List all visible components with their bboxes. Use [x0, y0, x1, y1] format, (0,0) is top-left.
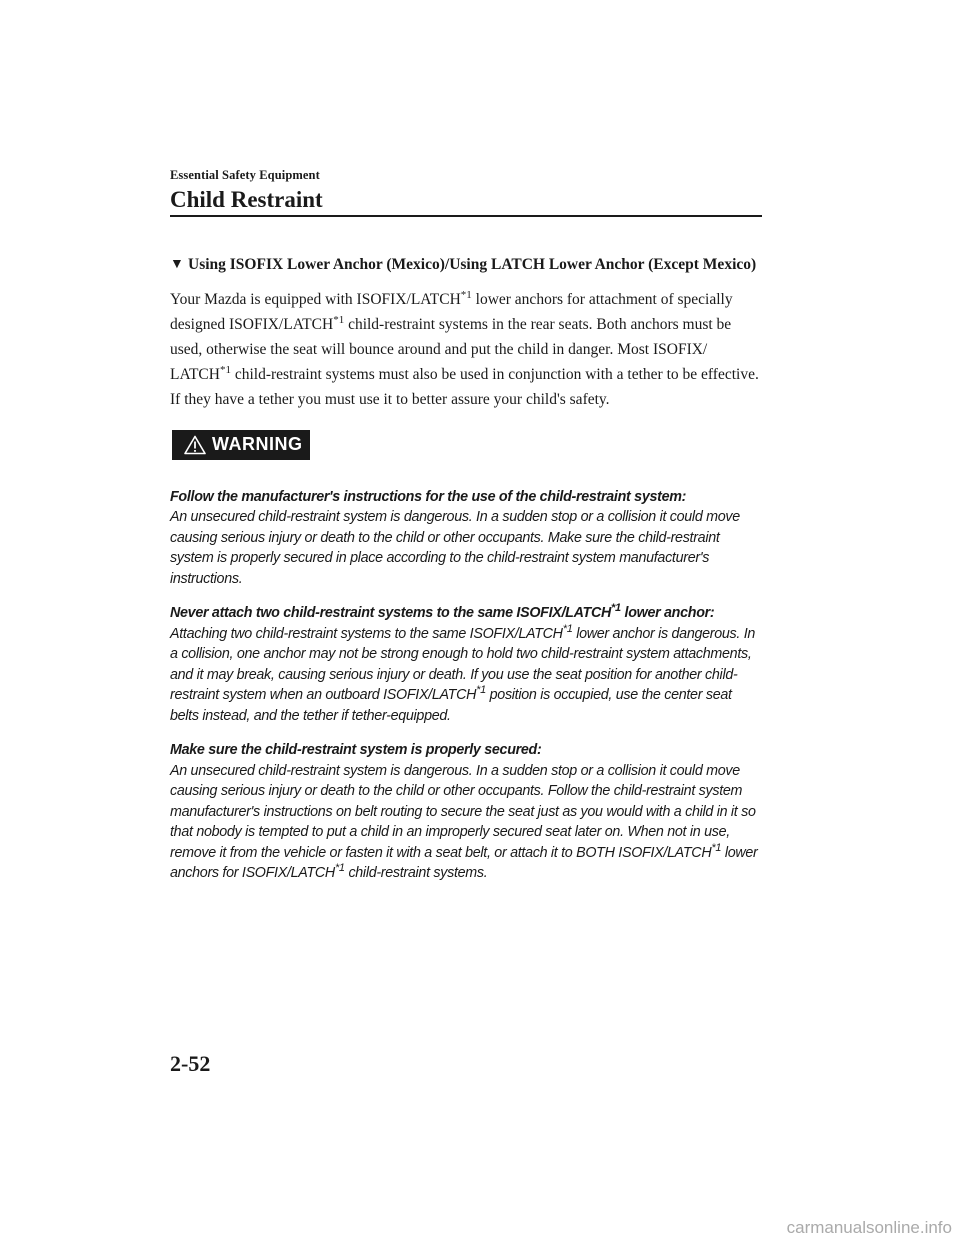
- footnote-ref: *1: [611, 602, 621, 615]
- warning-body-text: lower anchor is dangerous. In a collision, one anchor may not be strong enough to hold two child-restraint system attachments, and it may break, causing serious injury or death. If you use the seat position for another child-restraint system when an outboard ISOFIX/LATCH: [170, 625, 756, 704]
- footnote-ref: *1: [334, 862, 345, 875]
- warning-body: [170, 624, 762, 727]
- warning-heading: [170, 603, 762, 624]
- footnote-ref: *1: [562, 622, 573, 635]
- warning-label: WARNING: [212, 434, 303, 455]
- warning-heading-text: Never attach two child-restraint systems to the same ISOFIX/LATCH: [170, 605, 612, 622]
- page-number: 2-52: [170, 1051, 211, 1076]
- warning-item: [170, 740, 762, 884]
- warning-body-text: lower anchors for ISOFIX/LATCH: [170, 844, 758, 882]
- footnote-ref: *1: [333, 313, 345, 326]
- warning-triangle-icon: [184, 435, 206, 455]
- warning-badge: [172, 430, 310, 460]
- warning-body: [170, 761, 762, 884]
- warning-body-text: child-restraint systems.: [344, 865, 488, 882]
- triangle-marker-icon: ▼: [170, 257, 184, 272]
- intro-text-4: child-restraint systems must also be used in conjunction with a tether to be effective. If they have a tether you must use it to better assure your child's safety.: [170, 365, 759, 408]
- chapter-title: Child Restraint: [170, 187, 323, 212]
- subsection-title: Using ISOFIX Lower Anchor (Mexico)/Using LATCH Lower Anchor (Except Mexico): [188, 256, 757, 273]
- footnote-ref: *1: [476, 684, 486, 697]
- section-label: Essential Safety Equipment: [170, 168, 320, 182]
- warning-heading-text: lower anchor:: [620, 605, 715, 622]
- subsection-heading: [170, 254, 762, 276]
- intro-text-2: lower anchors for attachment of specially designed ISOFIX/LATCH: [170, 290, 733, 333]
- warning-body-text: Attaching two child-restraint systems to the same ISOFIX/LATCH: [170, 625, 563, 642]
- warning-item: [170, 487, 762, 590]
- intro-text-1: Your Mazda is equipped with ISOFIX/LATCH: [170, 290, 461, 308]
- footnote-ref: *1: [711, 841, 722, 854]
- warning-heading: Follow the manufacturer's instructions for the use of the child-restraint system:: [170, 488, 687, 505]
- warning-body: An unsecured child-restraint system is dangerous. In a sudden stop or a collision it could move causing serious injury or death to the child or other occupants. Make sure the child-restraint system is properly secured in place according to the child-restraint system manufacturer's instructions.: [170, 509, 740, 587]
- main-content: [170, 254, 762, 898]
- warning-heading: Make sure the child-restraint system is properly secured:: [170, 742, 542, 759]
- page-header: [170, 168, 762, 212]
- intro-paragraph: [170, 287, 762, 412]
- footnote-ref: *1: [460, 288, 472, 301]
- watermark: carmanualsonline.info: [786, 1218, 952, 1237]
- intro-text-3: child-restraint systems in the rear seats. Both anchors must be used, otherwise the seat will bounce around and put the child in danger. Most ISOFIX/ LATCH: [170, 315, 732, 383]
- warning-content: [170, 487, 762, 884]
- warning-item: [170, 603, 762, 726]
- warning-body-text: An unsecured child-restraint system is dangerous. In a sudden stop or a collision it could move causing serious injury or death to the child or other occupants. Follow the child-restraint system manufacturer's instructions on belt routing to secure the seat just as you would with a child in it so that nobody is tempted to put a child in an improperly secured seat later on. When not in use, remove it from the vehicle or fasten it with a seat belt, or attach it to BOTH ISOFIX/LATCH: [170, 762, 756, 861]
- footnote-ref: *1: [219, 363, 231, 376]
- title-divider: [170, 215, 762, 217]
- warning-body-text: position is occupied, use the center seat belts instead, and the tether if tether-equipped.: [170, 687, 732, 724]
